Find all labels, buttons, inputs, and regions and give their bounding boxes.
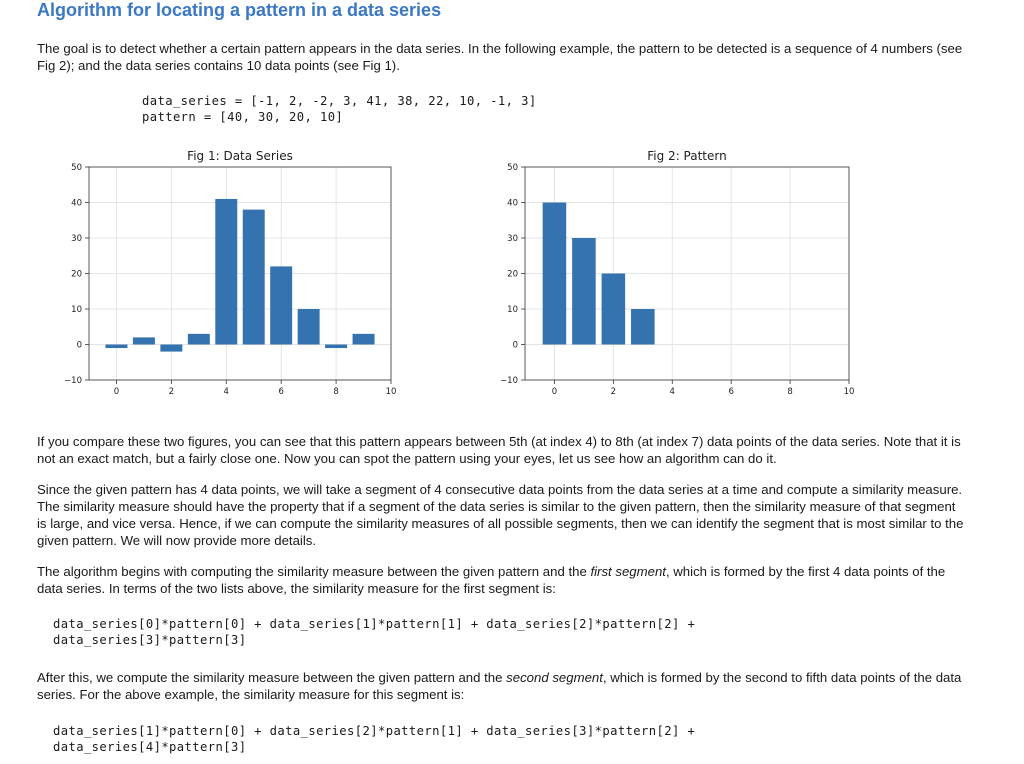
y-tick-label: 10: [507, 305, 518, 315]
chart-bar: [133, 337, 155, 344]
chart-bar: [160, 345, 182, 352]
y-tick-label: 50: [71, 163, 82, 173]
chart-bar: [602, 274, 626, 345]
emphasis-first-segment: first segment: [590, 564, 666, 579]
second-segment-paragraph: [37, 669, 967, 703]
x-tick-label: 10: [385, 387, 397, 397]
x-tick-label: 0: [551, 387, 558, 397]
first-segment-paragraph: [37, 563, 967, 597]
chart-pattern: [488, 145, 878, 410]
chart-data-series: [52, 145, 442, 410]
y-tick-label: 50: [507, 163, 518, 173]
code-block-second-segment: [53, 723, 695, 755]
chart-bar: [270, 266, 292, 344]
chart-svg: [488, 145, 878, 405]
x-tick-label: 6: [728, 387, 734, 397]
y-tick-label: 40: [71, 198, 82, 209]
y-tick-label: 10: [71, 305, 82, 315]
y-tick-label: 30: [507, 234, 518, 244]
x-tick-label: 10: [843, 387, 855, 397]
code-line: pattern = [40, 30, 20, 10]: [142, 110, 344, 124]
code-line: data_series[0]*pattern[0] + data_series[1]*pattern[1] + data_series[2]*pattern[2] +: [53, 617, 696, 631]
y-tick-label: 0: [512, 340, 518, 351]
code-block-definitions: [142, 93, 537, 125]
y-tick-label: 40: [507, 198, 518, 209]
chart-bar: [325, 345, 347, 349]
chart-bar: [105, 345, 127, 349]
chart-bar: [543, 203, 567, 345]
y-tick-label: 30: [71, 234, 82, 244]
text-span: , which is formed by the second to fifth data points of the data series. For the above example, the similarity measure for this segment is:: [37, 670, 962, 702]
y-tick-label: 0: [76, 340, 82, 351]
x-tick-label: 4: [223, 387, 229, 397]
chart-title: Fig 2: Pattern: [647, 149, 727, 163]
x-tick-label: 8: [333, 387, 339, 397]
intro-paragraph: The goal is to detect whether a certain pattern appears in the data series. In the following example, the pattern to be detected is a sequence of 4 numbers (see Fig 2); and the data series contains 10 data points (see Fig 1).: [37, 41, 963, 73]
code-line: data_series[3]*pattern[3]: [53, 633, 247, 647]
x-tick-label: 2: [168, 387, 175, 397]
code-block-first-segment: [53, 616, 695, 648]
y-tick-label: 20: [507, 269, 518, 280]
chart-bar: [631, 309, 655, 345]
segment-paragraph: Since the given pattern has 4 data points, we will take a segment of 4 consecutive data points from the data series at a time and compute a similarity measure. The similarity measure should have the property that if a segment of the data series is similar to the given pattern, then the similarity measure of that segment is large, and vice versa. Hence, if we can compute the similarity measures of all possible segments, then we can identify the segment that is most similar to the given pattern. We will now provide more details.: [37, 482, 964, 548]
x-tick-label: 2: [610, 387, 617, 397]
text-span: After this, we compute the similarity measure between the given pattern and the: [37, 670, 507, 685]
x-tick-label: 6: [278, 387, 284, 397]
y-tick-label: −10: [500, 376, 518, 386]
chart-bar: [243, 210, 265, 345]
chart-bar: [572, 238, 596, 345]
y-tick-label: 20: [71, 269, 82, 280]
x-tick-label: 8: [787, 387, 793, 397]
page-title: Algorithm for locating a pattern in a data series: [37, 0, 442, 20]
chart-bar: [353, 334, 375, 345]
chart-bar: [215, 199, 237, 345]
emphasis-second-segment: second segment: [506, 670, 603, 685]
x-tick-label: 0: [113, 387, 120, 397]
x-tick-label: 4: [669, 387, 675, 397]
compare-paragraph: If you compare these two figures, you can see that this pattern appears between 5th (at index 4) to 8th (at index 7) data points of the data series. Note that it is not an exact match, but a fairly close one. Now you can spot the pattern using your eyes, let us see how an algorithm can do it.: [37, 434, 961, 466]
chart-bar: [188, 334, 210, 345]
chart-bar: [298, 309, 320, 345]
code-line: data_series[1]*pattern[0] + data_series[2]*pattern[1] + data_series[3]*pattern[2] +: [53, 724, 696, 738]
y-tick-label: −10: [64, 376, 82, 386]
chart-title: Fig 1: Data Series: [187, 149, 293, 163]
code-line: data_series[4]*pattern[3]: [53, 740, 247, 754]
code-line: data_series = [-1, 2, -2, 3, 41, 38, 22, 10, -1, 3]: [142, 94, 537, 108]
text-span: , which is formed by the first 4 data points of the data series. In terms of the two lists above, the similarity measure for the first segment is:: [37, 564, 946, 596]
text-span: The algorithm begins with computing the similarity measure between the given pattern and the: [37, 564, 591, 579]
chart-svg: [52, 145, 442, 405]
